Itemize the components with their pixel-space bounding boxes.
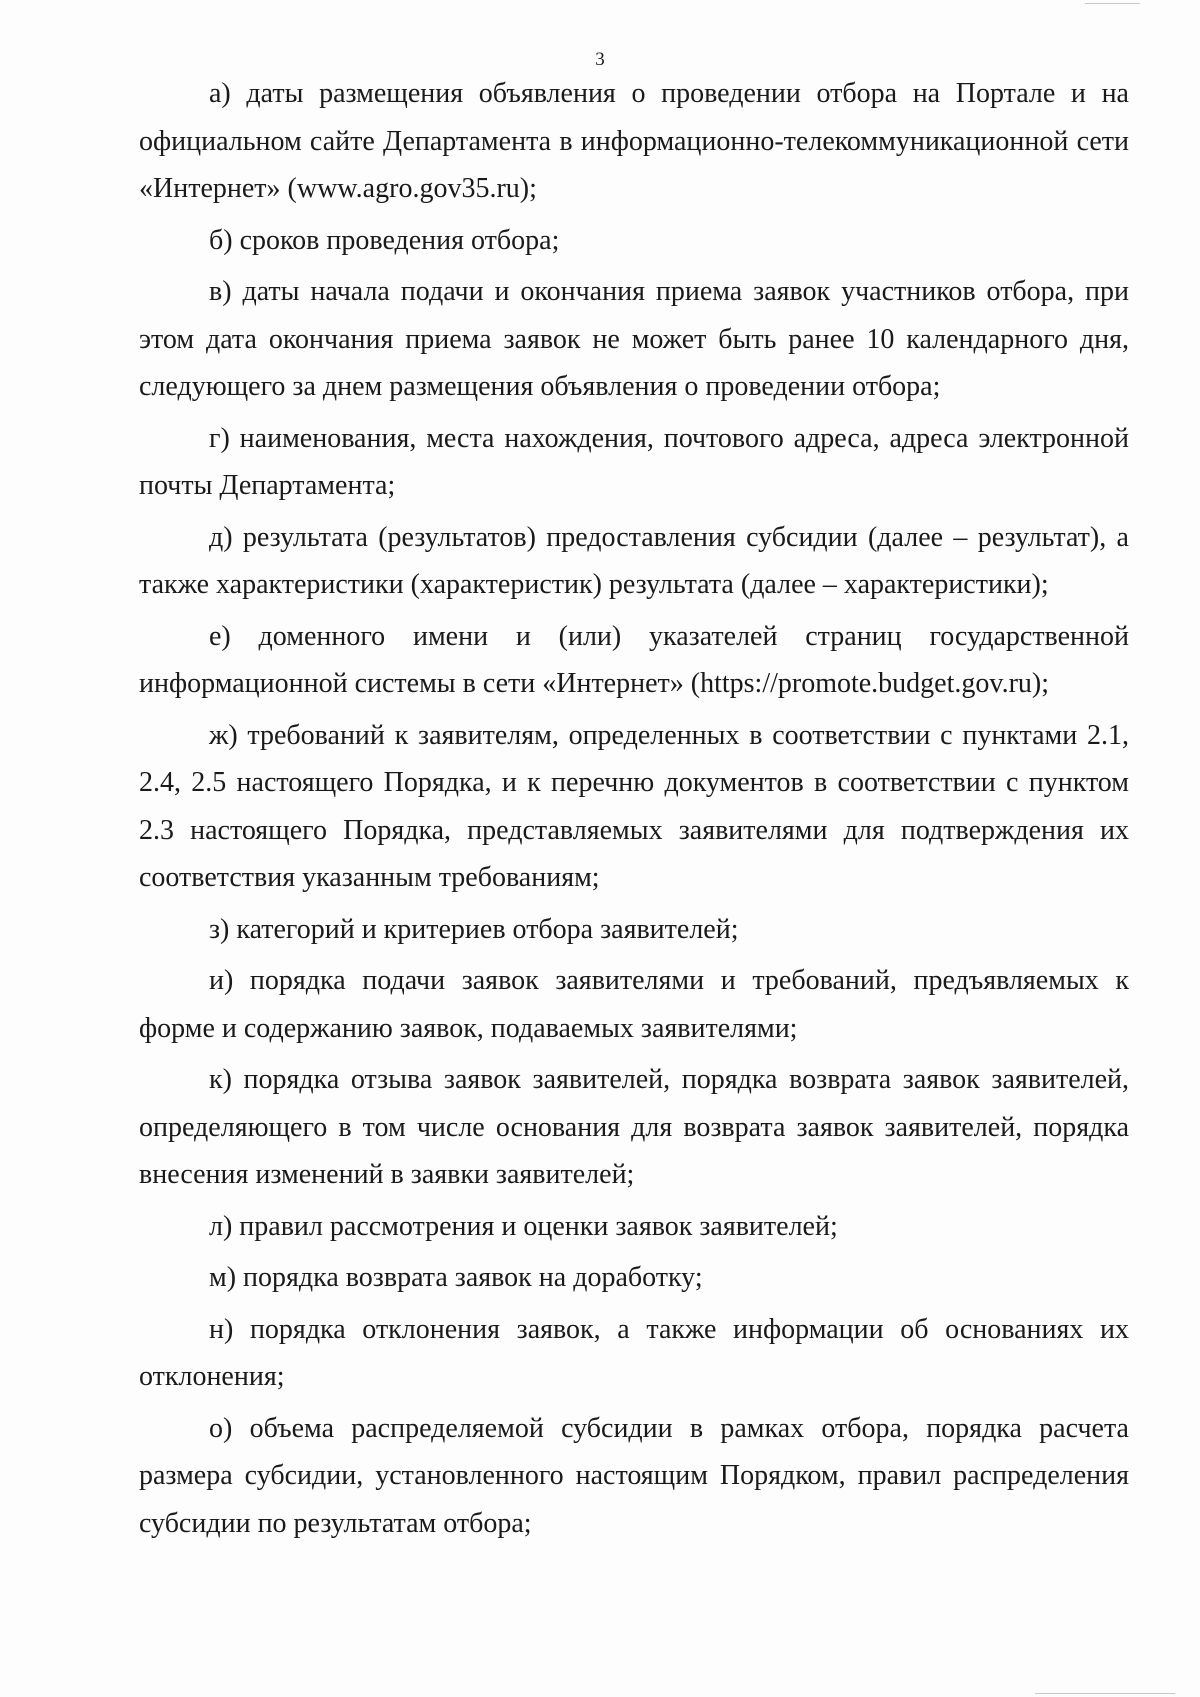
document-body [139,70,1129,1551]
scan-mark-bottom-right [1035,1693,1175,1694]
list-item-zh: ж) требований к заявителям, определенных в соответствии с пунктами 2.1, 2.4, 2.5 настоящего Порядка, и к перечню документов в соответствии с пунктом 2.3 настоящего Порядка, представляемых заявителями для подтверждения их соответствия указанным требованиям; [139,719,1129,893]
list-item-v: в) даты начала подачи и окончания приема заявок участников отбора, при этом дата окончания приема заявок не может быть ранее 10 календарного дня, следующего за днем размещения объявления о проведении отбора; [139,276,1129,402]
list-item-o: о) объема распределяемой субсидии в рамках отбора, порядка расчета размера субсидии, установленного настоящим Порядком, правил распределения субсидии по результатам отбора; [139,1412,1129,1539]
list-item-i: и) порядка подачи заявок заявителями и требований, предъявляемых к форме и содержанию заявок, подаваемых заявителями; [139,965,1129,1044]
list-item-e: е) доменного имени и (или) указателей страниц государственной информационной системы в сети «Интернет» (https://promote.budget.gov.ru); [139,620,1129,699]
list-item-z: з) категорий и критериев отбора заявителей; [209,913,739,945]
scan-mark-top-right [1085,3,1140,4]
list-item-g: г) наименования, места нахождения, почтового адреса, адреса электронной почты Департамента; [139,422,1129,501]
list-item-a: а) даты размещения объявления о проведении отбора на Портале и на официальном сайте Департамента в информационно-телекоммуникационной сети «Интернет» (www.agro.gov35.ru); [139,78,1129,204]
page-number: 3 [595,49,605,70]
list-item-k: к) порядка отзыва заявок заявителей, порядка возврата заявок заявителей, определяющего в том числе основания для возврата заявок заявителей, порядка внесения изменений в заявки заявителей; [139,1064,1129,1190]
list-item-d: д) результата (результатов) предоставления субсидии (далее – результат), а также характеристики (характеристик) результата (далее – характеристики); [139,521,1129,600]
list-item-l: л) правил рассмотрения и оценки заявок заявителей; [209,1210,838,1242]
list-item-m: м) порядка возврата заявок на доработку; [209,1262,703,1293]
list-item-n: н) порядка отклонения заявок, а также информации об основаниях их отклонения; [139,1313,1129,1392]
list-item-b: б) сроков проведения отбора; [209,224,560,256]
